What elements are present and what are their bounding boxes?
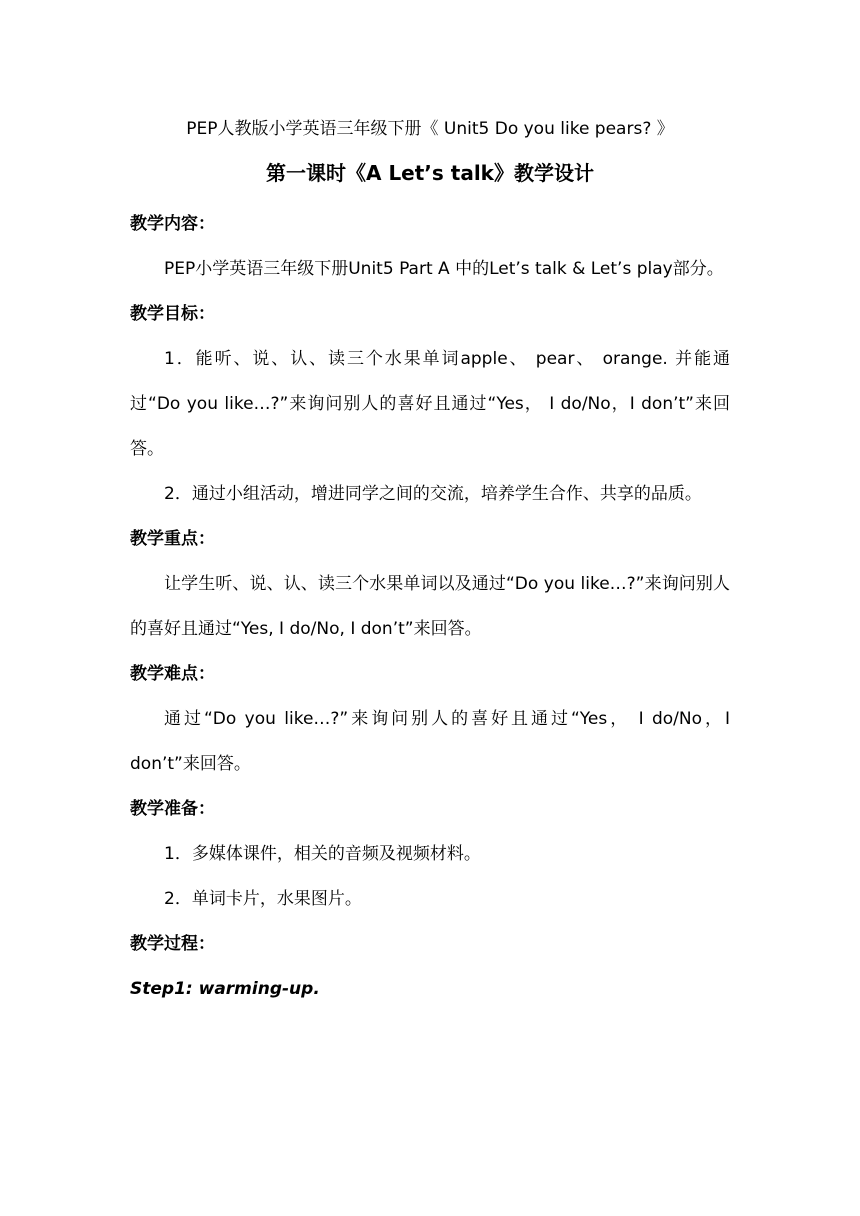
section-heading-preparation: 教学准备： xyxy=(130,799,215,819)
difficulties-paragraph: 通过“Do you like…?”来询问别人的喜好且通过“Yes， I do/No，I don’t”来回答。 xyxy=(130,709,730,774)
objective-paragraph-1: 1．能听、说、认、读三个水果单词apple、 pear、 orange. 并能通过“Do you like…?”来询问别人的喜好且通过“Yes， I do/No，I don’t”来回答。 xyxy=(130,349,730,459)
section-heading-process: 教学过程： xyxy=(130,934,215,954)
section-heading-objectives: 教学目标： xyxy=(130,304,215,324)
document-subtitle: PEP人教版小学英语三年级下册《 Unit5 Do you like pears? 》 xyxy=(186,119,674,139)
key-points-paragraph: 让学生听、说、认、读三个水果单词以及通过“Do you like…?”来询问别人的喜好且通过“Yes, I do/No, I don’t”来回答。 xyxy=(130,574,730,639)
section-heading-key-points: 教学重点： xyxy=(130,529,215,549)
document-body xyxy=(130,202,730,1012)
section-heading-content: 教学内容： xyxy=(130,214,215,234)
preparation-paragraph-2: 2．单词卡片，水果图片。 xyxy=(164,889,362,909)
objective-paragraph-2: 2．通过小组活动，增进同学之间的交流，培养学生合作、共享的品质。 xyxy=(164,484,702,504)
preparation-paragraph-1: 1．多媒体课件，相关的音频及视频材料。 xyxy=(164,844,481,864)
content-paragraph: PEP小学英语三年级下册Unit5 Part A 中的Let’s talk & Let’s play部分。 xyxy=(164,259,724,279)
document-title: 第一课时《A Let’s talk》教学设计 xyxy=(266,161,594,185)
process-step-1: Step1: warming-up. xyxy=(130,979,320,999)
section-heading-difficulties: 教学难点： xyxy=(130,664,215,684)
